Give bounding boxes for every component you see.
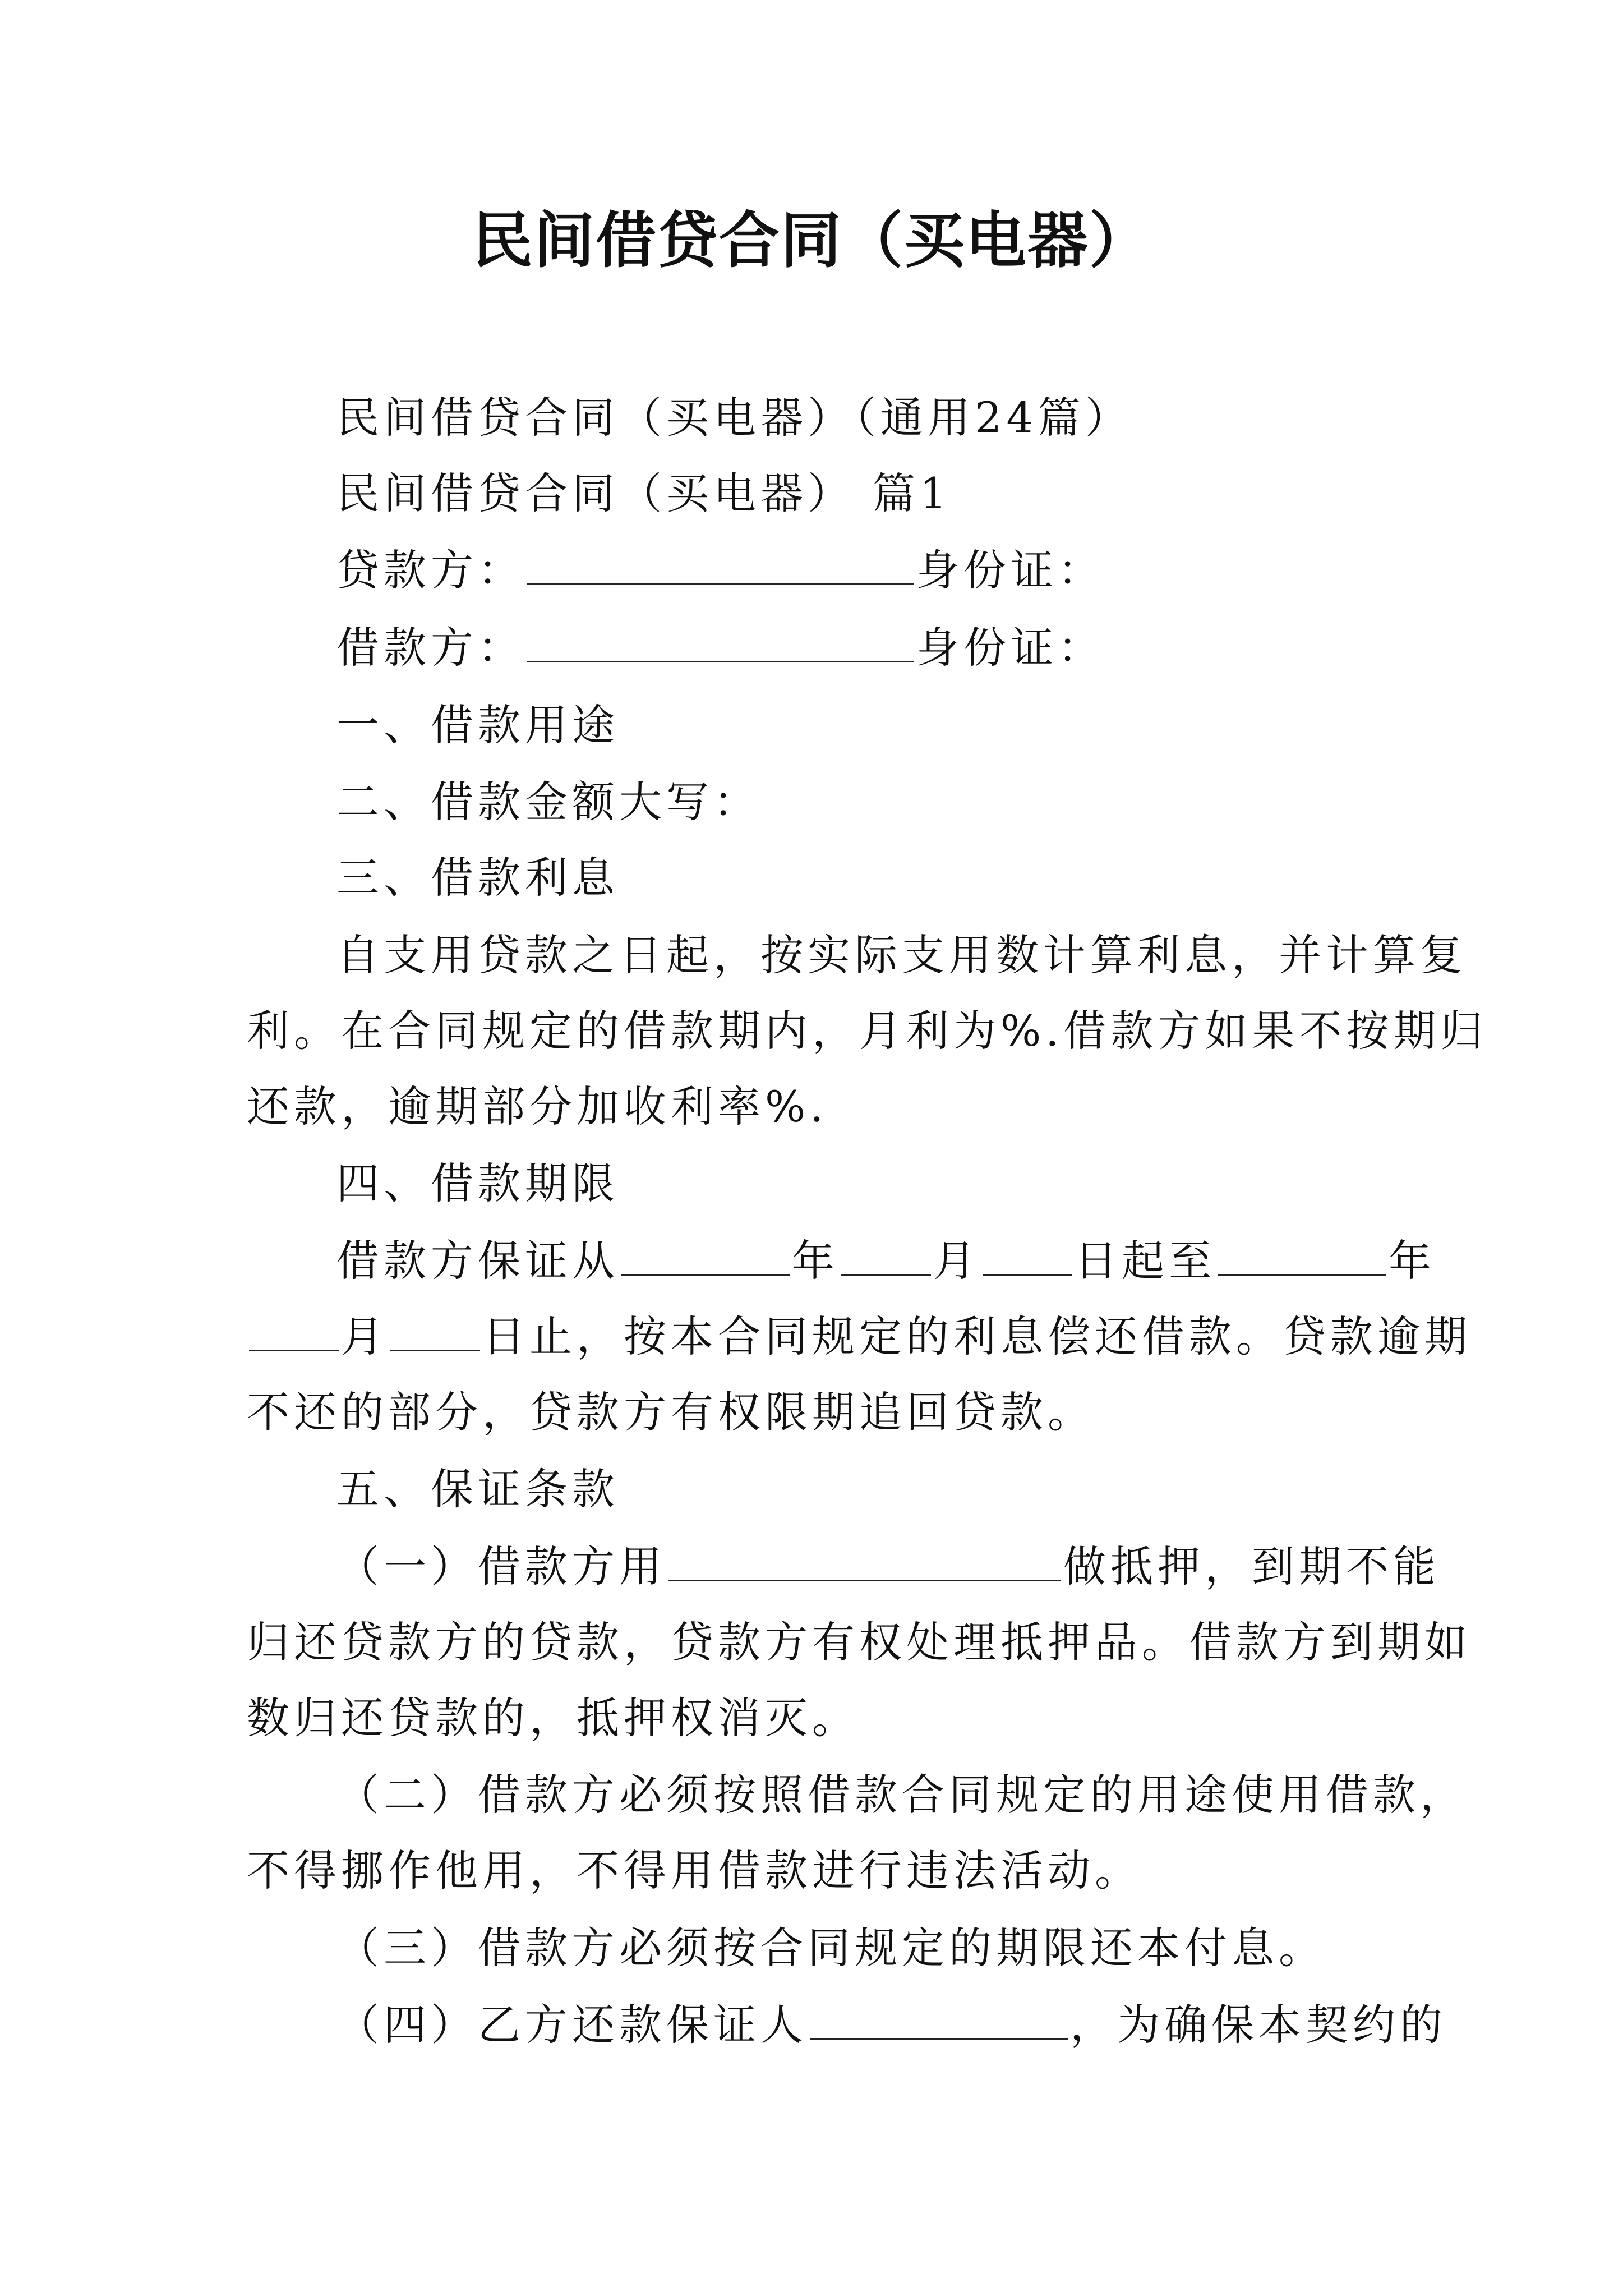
end-month-blank[interactable] [249, 1310, 339, 1351]
clause-5-heading: 五、保证条款 [336, 1464, 619, 1514]
end-day-blank[interactable] [390, 1310, 480, 1351]
paragraph-line: 自支用贷款之日起，按实际支用数计算利息，并计算复 [336, 930, 1467, 980]
clause-2-heading: 二、借款金额大写： [336, 777, 760, 827]
clause-1-heading: 一、借款用途 [336, 700, 619, 750]
paragraph-line: （二）借款方必须按照借款合同规定的用途使用借款， [336, 1770, 1467, 1820]
term-line: 借款方保证从 年 月 日起至 年 [336, 1236, 1436, 1286]
guarantor-name-blank[interactable] [810, 1999, 1068, 2040]
collateral-blank[interactable] [668, 1540, 1061, 1581]
guarantor-line: （四）乙方还款保证人 ，为确保本契约的 [336, 2000, 1447, 2050]
paragraph-line: 还款，逾期部分加收利率%. [247, 1082, 828, 1131]
term-line: 月 日止，按本合同规定的利息偿还借款。贷款逾期 [247, 1306, 1472, 1368]
start-day-blank[interactable] [983, 1235, 1072, 1276]
paragraph-line: 归还贷款方的贷款，贷款方有权处理抵押品。借款方到期如 [247, 1617, 1472, 1667]
lender-name-blank[interactable] [527, 544, 914, 585]
guarantee-line: （一）借款方用 做抵押，到期不能 [336, 1542, 1440, 1591]
start-month-blank[interactable] [841, 1235, 931, 1276]
borrower-line: 借款方： 身份证： [336, 623, 1105, 673]
subtitle-line: 民间借贷合同（买电器）（通用24篇） [336, 393, 1132, 443]
clause-4-heading: 四、借款期限 [336, 1158, 619, 1208]
section-heading-line: 民间借贷合同（买电器） 篇1 [336, 468, 952, 518]
paragraph-line: 不还的部分，贷款方有权限期追回贷款。 [247, 1387, 1095, 1437]
lender-line: 贷款方： 身份证： [336, 545, 1105, 595]
borrower-name-blank[interactable] [527, 622, 914, 662]
end-year-blank[interactable] [1218, 1235, 1386, 1276]
paragraph-line: 利。在合同规定的借款期内，月利为%.借款方如果不按期归 [247, 1006, 1488, 1056]
document-title: 民间借贷合同（买电器） [472, 206, 1151, 276]
paragraph-line: 不得挪作他用，不得用借款进行违法活动。 [247, 1846, 1142, 1895]
start-year-blank[interactable] [621, 1235, 790, 1276]
paragraph-line: 数归还贷款的，抵押权消灭。 [247, 1693, 859, 1743]
paragraph-line: （三）借款方必须按合同规定的期限还本付息。 [336, 1923, 1326, 1973]
clause-3-heading: 三、借款利息 [336, 853, 619, 903]
